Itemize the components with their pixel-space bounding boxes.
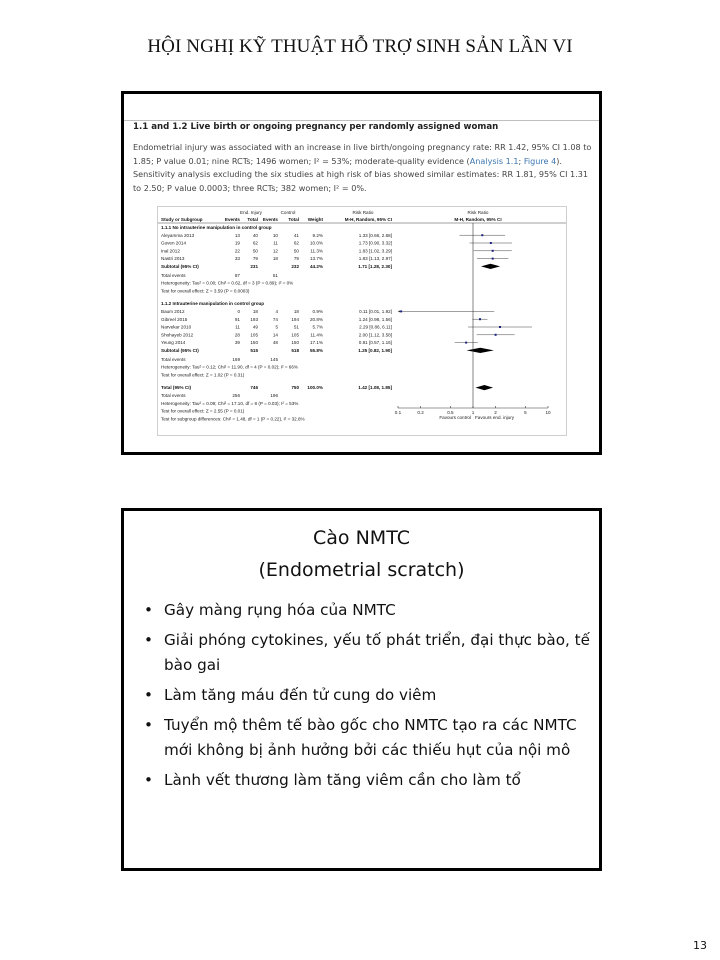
total-group2: 150 [291,340,299,346]
slide-forest-plot [121,91,602,455]
total-events-group2: 145 [270,356,278,362]
rr-ci-label: 1.33 [0.66, 2.68] [358,232,392,238]
subgroup-diff-text: Test for subgroup differences: Chi² = 1.48, df = 1 (P = 0.22), I² = 32.6% [161,416,305,422]
total-group2: 194 [291,316,299,322]
point-estimate [495,334,497,336]
x-tick-label: 0.1 [394,410,402,415]
weight-value: 17.1% [309,340,323,346]
weight-value: 13.7% [309,256,323,262]
x-tick-label: 0.2 [417,410,424,415]
bullet-icon: • [144,771,153,789]
slide-endometrial-scratch [121,508,602,871]
heterogeneity-text: Heterogeneity: Tau² = 0.09; Chi² = 17.10, df = 8 (P = 0.03); I² = 53% [161,400,299,406]
study-name: Yeung 2014 [161,340,186,346]
pooled-diamond [481,264,500,269]
bullet-text: Tuyển mộ thêm tế bào gốc cho NMTC tạo ra các NMTC mới không bị ảnh hưởng bởi các thiếu hụt của nội mô [164,716,577,759]
rr-ci-label: 0.11 [0.01, 1.92] [359,309,392,314]
point-estimate [465,342,467,344]
events-group2: 10 [272,232,278,238]
heterogeneity-text: Heterogeneity: Tau² = 0.00; Chi² = 0.62, df = 3 (P = 0.89); I² = 0% [161,280,294,286]
study-name: Shohayeb 2012 [161,332,194,338]
point-estimate [490,242,492,244]
weight-value: 11.3% [310,248,323,254]
events-group1: 33 [234,256,240,262]
subtotal-label: Total (95% CI) [161,385,192,391]
bullet-icon: • [144,631,153,649]
paragraph-text: ). Sensitivity analysis excluding the six studies at high risk of bias showed similar estimates: RR 1.81, 95% CI 1.31 to 2.50; P value 0.0003; three RCTs; 382 women; I² = 0%. [133,155,589,193]
slide-subtitle: (Endometrial scratch) [258,559,465,581]
col-header-study: Study or Subgroup [161,217,203,222]
events-group2: 48 [272,340,278,346]
favours-right-label: Favours end. injury [475,415,515,420]
total-group2: 79 [293,256,299,262]
events-group1: 39 [234,340,240,346]
study-name: Nastri 2013 [161,256,185,262]
slide-title: Cào NMTC [313,527,410,549]
point-estimate [479,318,481,320]
col-header-rr: Risk Ratio [352,210,374,215]
events-group1: 19 [234,240,240,246]
total-group2: 18 [293,309,299,314]
total-events-group1: 87 [234,272,240,278]
section-heading: 1.1 and 1.2 Live birth or ongoing pregnancy per randomly assigned woman [133,122,499,132]
events-group1: 13 [234,232,240,238]
pooled-diamond [476,385,494,390]
col-header-total1: Total [247,217,258,222]
total-group1: 40 [252,232,258,238]
pooled-diamond [467,348,494,353]
overall-effect-text: Test for overall effect: Z = 3.59 (P = 0.0003) [161,288,250,294]
total-group2: 50 [293,248,299,254]
bullet-text: Giải phóng cytokines, yếu tố phát triển, đại thực bào, tế bào gai [164,631,590,674]
heterogeneity-text: Heterogeneity: Tau² = 0.12; Chi² = 11.90, df = 4 (P = 0.02); I² = 66% [161,364,299,370]
weight-value: 20.8% [309,316,323,322]
paragraph-text: Endometrial injury was associated with an increase in live birth/ongoing pregnancy rate: RR 1.42, 95% CI 1.08 to 1.85; P value 0.01; nine RCTs; 1496 women; I² = 53%; moderate-quality evidence ( [133,142,592,166]
analysis-link[interactable]: Analysis 1.1 [469,155,519,166]
events-group2: 18 [272,256,278,262]
events-group2: 4 [275,309,278,314]
events-group2: 5 [275,324,278,330]
bullet-icon: • [144,716,153,734]
x-tick-label: 5 [524,410,527,415]
overall-effect-text: Test for overall effect: Z = 2.55 (P = 0.01) [161,408,245,414]
rr-ci-label: 1.42 [1.08, 1.85] [358,385,392,391]
subgroup-title: 1.1.2 Intrauterine manipulation in control group [161,301,265,307]
col-header-group2: Control [280,210,296,215]
col-header-events1: Events [224,217,240,222]
total-group1: 193 [250,316,258,322]
conference-title: HỘI NGHỊ KỸ THUẬT HỖ TRỢ SINH SẢN LẦN VI [147,36,573,57]
bullet-text: Làm tăng máu đến tử cung do viêm [164,686,437,704]
col-header-group1: End. Injury [240,210,262,215]
total-group2: 232 [291,264,299,269]
rr-ci-label: 1.71 [1.28, 2.30] [358,264,392,269]
total-events-group1: 169 [232,356,240,362]
rr-ci-label: 1.25 [0.82, 1.90] [358,348,392,353]
bullet-item [138,713,594,763]
study-name: Gibreel 2015 [161,316,188,322]
col-header-events2: Events [262,217,278,222]
events-group1: 11 [235,324,240,330]
total-group1: 105 [250,332,258,338]
weight-value: 5.7% [312,324,323,330]
point-estimate [492,258,494,260]
overall-effect-text: Test for overall effect: Z = 1.02 (P = 0.31) [161,372,245,378]
point-estimate [481,234,483,236]
point-estimate [499,326,501,328]
total-group2: 750 [291,385,299,391]
total-events-group1: 256 [232,393,240,398]
bullet-text: Lành vết thương làm tăng viêm cần cho làm tổ [164,771,521,789]
total-group2: 105 [291,332,299,338]
total-group1: 49 [252,324,258,330]
total-events-group2: 196 [270,393,278,398]
total-events-label: Total events [161,272,186,278]
events-group1: 22 [234,248,240,254]
events-group2: 12 [272,248,278,254]
rr-ci-label: 0.81 [0.57, 1.16] [358,340,392,346]
study-name: Inal 2012 [161,248,180,254]
weight-value: 0.9% [312,309,323,314]
x-tick-label: 2 [494,410,497,415]
col-header-weight: Weight [307,217,323,222]
study-name: Guven 2014 [161,240,187,246]
x-tick-label: 10 [545,410,551,415]
weight-value: 9.2% [312,232,323,238]
total-group1: 150 [250,340,258,346]
events-group1: 28 [234,332,240,338]
ci-arrow [398,310,400,312]
point-estimate [400,310,402,312]
bullet-icon: • [144,686,153,704]
weight-value: 100.0% [307,385,323,391]
x-tick-label: 1 [471,410,475,415]
favours-left-label: Favours control [439,415,471,420]
rr-ci-label: 1.73 [0.90, 3.32] [358,240,392,246]
events-group1: 91 [234,316,240,322]
weight-value: 11.4% [310,332,323,338]
subgroup-title: 1.1.1 No intrauterine manipulation in control group [161,225,272,230]
total-group1: 50 [252,248,258,254]
weight-value: 55.8% [309,348,323,353]
bullet-text: Gây màng rụng hóa của NMTC [164,601,396,619]
results-paragraph [133,141,595,195]
figure-link[interactable]: Figure 4 [523,155,557,166]
point-estimate [492,250,494,252]
forest-plot-svg [158,207,566,435]
study-name: Narvekar 2010 [161,324,192,330]
total-group1: 231 [250,264,258,269]
paragraph-text: ; [518,155,524,166]
study-name: Aleyamma 2013 [161,232,195,238]
study-name: Baum 2012 [161,309,185,314]
bullet-item [138,628,594,678]
bullet-item [138,683,594,708]
total-group1: 62 [252,240,258,246]
col-header-total2: Total [288,217,299,222]
total-group2: 41 [293,232,299,238]
total-group1: 746 [250,385,258,391]
bullet-item [138,598,594,623]
x-tick-label: 0.5 [447,410,454,415]
bullet-item [138,768,594,793]
page-number: 13 [693,939,707,952]
events-group2: 74 [272,316,278,322]
events-group1: 0 [237,309,240,314]
rr-ci-label: 1.83 [1.13, 2.97] [358,256,392,262]
forest-plot [157,206,567,436]
rr-ci-label: 2.00 [1.12, 3.58] [358,332,392,338]
events-group2: 14 [272,332,278,338]
total-group1: 79 [252,256,258,262]
col-header-rr-sub: M-H, Random, 95% CI [344,217,392,222]
rr-ci-label: 2.29 [0.86, 6.11] [359,324,392,330]
total-group2: 51 [293,324,299,330]
weight-value: 44.2% [309,264,323,269]
subtotal-label: Subtotal (95% CI) [161,348,199,353]
total-events-group2: 51 [272,272,278,278]
total-events-label: Total events [161,393,186,398]
total-group2: 518 [291,348,299,353]
rr-ci-label: 1.24 [0.98, 1.56] [358,316,392,322]
col-header-rr-sub-plot: M-H, Random, 95% CI [454,217,502,222]
bullet-icon: • [144,601,153,619]
col-header-rr-plot: Risk Ratio [467,210,489,215]
weight-value: 10.0% [309,240,323,246]
total-events-label: Total events [161,356,186,362]
bullet-list [138,598,594,798]
total-group2: 62 [293,240,299,246]
section-divider [124,120,599,121]
total-group1: 18 [252,309,258,314]
total-group1: 515 [250,348,258,353]
rr-ci-label: 1.83 [1.02, 3.29] [358,248,392,254]
events-group2: 11 [273,240,278,246]
subtotal-label: Subtotal (95% CI) [161,264,199,269]
